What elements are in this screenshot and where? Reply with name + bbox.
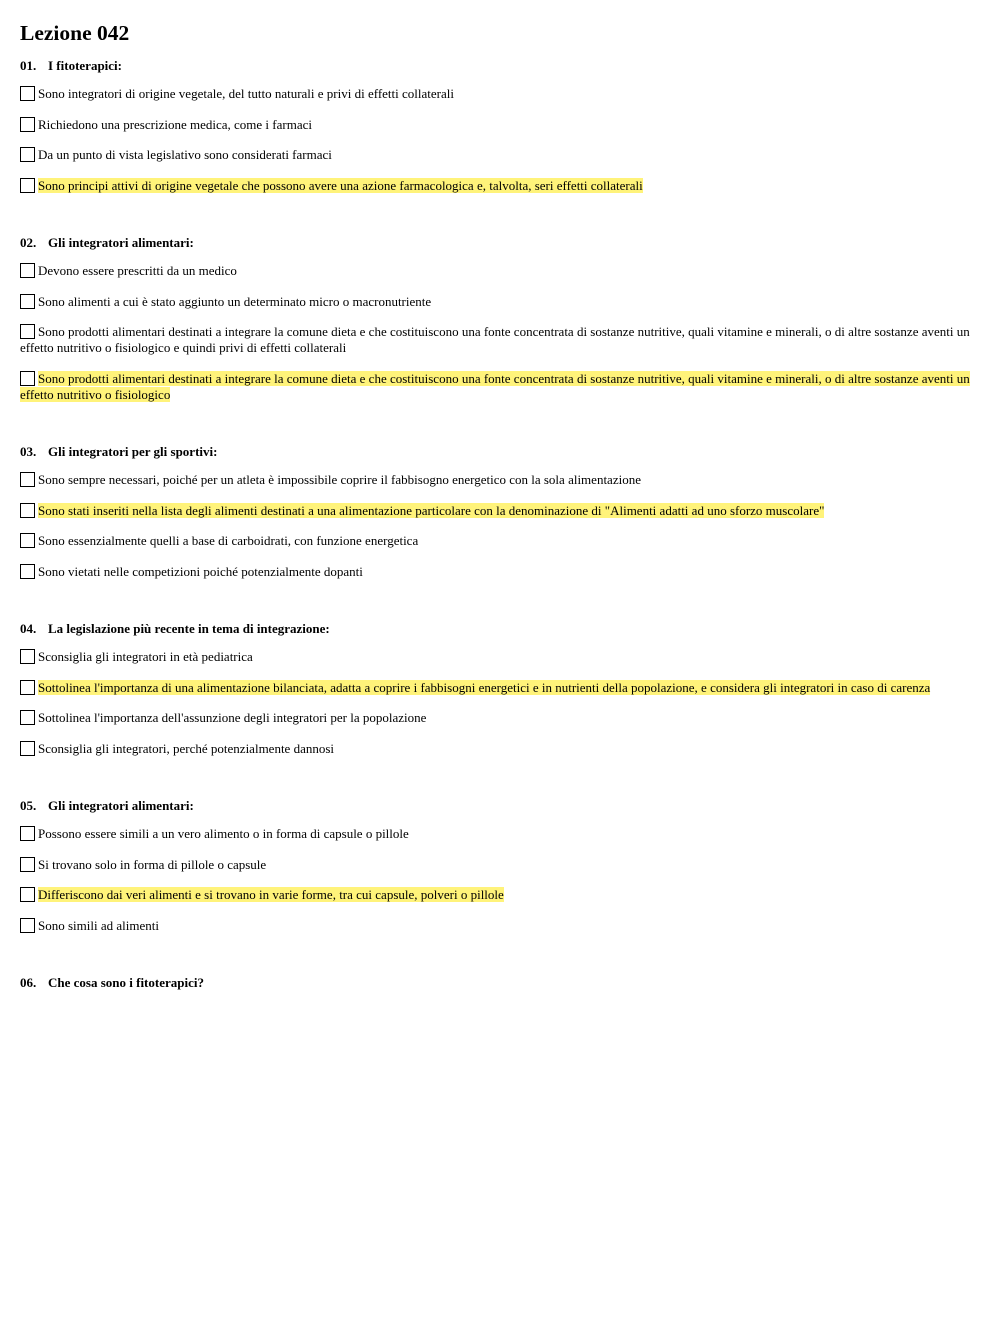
checkbox-icon[interactable] <box>20 86 35 101</box>
option-text: Sono sempre necessari, poiché per un atleta è impossibile coprire il fabbisogno energetico con la sola alimentazione <box>38 472 641 487</box>
question-text: Gli integratori alimentari: <box>48 798 194 813</box>
option-text: Da un punto di vista legislativo sono considerati farmaci <box>38 147 332 162</box>
option-text: Differiscono dai veri alimenti e si trovano in varie forme, tra cui capsule, polveri o pillole <box>38 887 504 902</box>
checkbox-icon[interactable] <box>20 710 35 725</box>
option-text: Sono prodotti alimentari destinati a integrare la comune dieta e che costituiscono una fonte concentrata di sostanze nutritive, quali vitamine e minerali, o di altre sostanze aventi un effetto nutritivo o fisiologico e quindi privi di effetti collaterali <box>20 324 970 355</box>
question-4 <box>20 621 982 787</box>
checkbox-icon[interactable] <box>20 887 35 902</box>
question-5 <box>20 798 982 964</box>
checkbox-icon[interactable] <box>20 294 35 309</box>
option-text: Sono vietati nelle competizioni poiché potenzialmente dopanti <box>38 563 363 579</box>
checkbox-icon[interactable] <box>20 918 35 933</box>
answer-option <box>20 117 982 133</box>
question-text: Gli integratori alimentari: <box>48 235 194 250</box>
question-heading <box>20 235 982 251</box>
answer-option-correct <box>20 178 982 194</box>
question-number: 03. <box>20 444 37 459</box>
question-number: 05. <box>20 798 37 813</box>
question-number: 04. <box>20 621 37 636</box>
option-text: Sottolinea l'importanza di una alimentazione bilanciata, adatta a coprire i fabbisogni energetici e in nutrienti della popolazione, e considera gli integratori in caso di carenza <box>38 679 931 695</box>
answer-option <box>20 86 982 102</box>
option-text: Devono essere prescritti da un medico <box>38 263 237 278</box>
checkbox-icon[interactable] <box>20 472 35 487</box>
checkbox-icon[interactable] <box>20 263 35 278</box>
answer-option <box>20 857 982 873</box>
checkbox-icon[interactable] <box>20 826 35 841</box>
answer-option-correct <box>20 503 982 519</box>
answer-option <box>20 533 982 549</box>
checkbox-icon[interactable] <box>20 649 35 664</box>
question-text: Gli integratori per gli sportivi: <box>48 444 218 459</box>
option-text: Sconsiglia gli integratori, perché potenzialmente dannosi <box>38 740 335 756</box>
checkbox-icon[interactable] <box>20 741 35 756</box>
option-text: Sono stati inseriti nella lista degli alimenti destinati a una alimentazione particolare con la denominazione di "Alimenti adatti ad uno sforzo muscolare" <box>38 502 825 518</box>
checkbox-icon[interactable] <box>20 680 35 695</box>
question-heading <box>20 975 982 991</box>
checkbox-icon[interactable] <box>20 147 35 162</box>
question-heading <box>20 798 982 814</box>
question-heading <box>20 621 982 637</box>
option-text: Possono essere simili a un vero alimento o in forma di capsule o pillole <box>38 826 409 841</box>
option-text: Sono simili ad alimenti <box>38 917 159 933</box>
checkbox-icon[interactable] <box>20 178 35 193</box>
option-text: Sottolinea l'importanza dell'assunzione degli integratori per la popolazione <box>38 710 427 725</box>
question-text: I fitoterapici: <box>48 58 123 73</box>
answer-option <box>20 472 982 488</box>
option-text: Sono alimenti a cui è stato aggiunto un determinato micro o macronutriente <box>38 293 432 309</box>
answer-option <box>20 918 982 934</box>
question-6 <box>20 975 982 991</box>
answer-option <box>20 147 982 163</box>
checkbox-icon[interactable] <box>20 533 35 548</box>
question-heading <box>20 58 982 74</box>
answer-option <box>20 564 982 580</box>
question-3 <box>20 444 982 610</box>
answer-option <box>20 649 982 665</box>
checkbox-icon[interactable] <box>20 857 35 872</box>
question-number: 06. <box>20 975 37 990</box>
answer-option-correct <box>20 680 982 696</box>
checkbox-icon[interactable] <box>20 503 35 518</box>
answer-option <box>20 263 982 279</box>
answer-option <box>20 324 982 356</box>
option-text: Sono integratori di origine vegetale, del tutto naturali e privi di effetti collaterali <box>38 86 454 101</box>
option-text: Sono prodotti alimentari destinati a integrare la comune dieta e che costituiscono una fonte concentrata di sostanze nutritive, quali vitamine e minerali, o di altre sostanze aventi un effetto nutritivo o fisiologico <box>20 370 970 402</box>
answer-option-correct <box>20 887 982 903</box>
question-text: Che cosa sono i fitoterapici? <box>48 975 204 990</box>
document-page <box>20 19 982 1003</box>
option-text: Richiedono una prescrizione medica, come i farmaci <box>38 116 312 132</box>
question-1 <box>20 58 982 224</box>
checkbox-icon[interactable] <box>20 117 35 132</box>
checkbox-icon[interactable] <box>20 324 35 339</box>
question-number: 01. <box>20 58 37 73</box>
page-title: Lezione 042 <box>20 21 130 45</box>
answer-option <box>20 826 982 842</box>
option-text: Sono principi attivi di origine vegetale che possono avere una azione farmacologica e, talvolta, seri effetti collaterali <box>38 177 643 193</box>
answer-option <box>20 294 982 310</box>
question-text: La legislazione più recente in tema di integrazione: <box>48 621 330 636</box>
answer-option <box>20 710 982 726</box>
option-text: Sono essenzialmente quelli a base di carboidrati, con funzione energetica <box>38 533 419 548</box>
answer-option-correct <box>20 371 982 403</box>
checkbox-icon[interactable] <box>20 564 35 579</box>
option-text: Si trovano solo in forma di pillole o capsule <box>38 856 267 872</box>
question-2 <box>20 235 982 433</box>
checkbox-icon[interactable] <box>20 371 35 386</box>
option-text: Sconsiglia gli integratori in età pediatrica <box>38 649 253 664</box>
answer-option <box>20 741 982 757</box>
question-list <box>20 58 982 991</box>
question-heading <box>20 444 982 460</box>
question-number: 02. <box>20 235 37 250</box>
